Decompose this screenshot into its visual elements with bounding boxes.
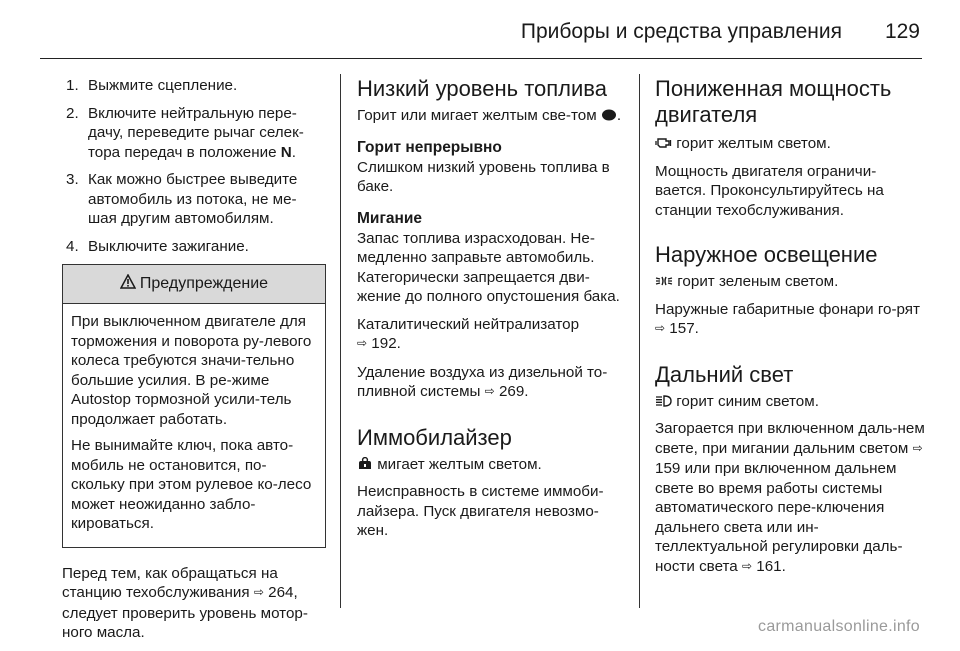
reduced-power-lamp-icon <box>655 135 672 152</box>
bleeding-ref <box>357 363 625 403</box>
page-ref-link[interactable]: 159 <box>655 460 681 477</box>
warning-paragraph: При выключенном двигателе для торможения и поворота ру-левого колеса требуются значи-тельно большие усилия. В ре-жиме Autostop тормозной усили-тель продолжает работать. <box>71 313 312 428</box>
page-ref-link[interactable]: 192 <box>371 335 397 352</box>
section-title-low-fuel: Низкий уровень топлива <box>357 76 607 101</box>
column-3 <box>655 76 925 585</box>
warning-box <box>62 264 326 548</box>
column-divider-left <box>340 74 341 608</box>
steady-text: Слишком низкий уровень топлива в баке. <box>357 158 610 195</box>
warning-triangle-icon <box>120 274 136 295</box>
exterior-lamp-line <box>655 272 925 292</box>
header-title: Приборы и средства управления <box>520 20 842 43</box>
step-number: 3. <box>66 171 79 188</box>
page-number: 129 <box>884 20 920 43</box>
step-text-tail: . <box>291 143 296 161</box>
immobilizer-lamp-icon <box>357 456 373 473</box>
exterior-body-text: Наружные габаритные фонари го-рят <box>655 300 920 318</box>
high-beam-lamp-icon <box>655 393 672 410</box>
service-note <box>62 564 324 643</box>
step-3 <box>62 170 324 229</box>
flashing-text: Запас топлива израсходован. Не-медленно заправьте автомобиль. Категорически запрещается дви-жение до полного опустошения бака. <box>357 229 620 305</box>
page-ref-icon: ⇨ <box>357 336 368 350</box>
step-2 <box>62 104 324 163</box>
step-number: 4. <box>66 237 79 255</box>
high-beam-lamp-text: горит синим светом. <box>672 392 819 410</box>
low-fuel-intro <box>357 106 625 126</box>
page-ref-icon: ⇨ <box>912 440 923 455</box>
step-text: Включите нейтральную пере-дачу, переведите рычаг селек-тора передач в положение <box>88 104 304 161</box>
step-text: Выключите зажигание. <box>88 237 249 255</box>
column-1 <box>62 76 324 651</box>
high-beam-body-text: Загорается при включенном даль-нем свете, при мигании дальним светом <box>655 420 925 457</box>
page-header <box>0 0 960 56</box>
warning-header <box>63 265 325 304</box>
step-1 <box>62 76 324 96</box>
exterior-body-tail: . <box>694 320 699 337</box>
step-number: 2. <box>66 104 79 122</box>
header-rule <box>40 58 922 59</box>
warning-body <box>63 304 325 547</box>
high-beam-body-mid: или при включенном дальнем свете во время работы системы автоматического пере-ключения дальнего света или ин-теллектуальной регулировки даль-ности света <box>655 460 903 575</box>
page-ref-link[interactable]: 157 <box>669 320 695 337</box>
section-title-exterior-lights: Наружное освещение <box>655 242 878 267</box>
service-note-text: Перед тем, как обращаться на станцию техобслуживания <box>62 564 278 601</box>
fuel-lamp-icon <box>601 107 617 124</box>
page-ref-link[interactable]: 269 <box>498 383 525 400</box>
low-fuel-intro-text: Горит или мигает желтым све-том <box>357 107 601 124</box>
reduced-power-lamp-line <box>655 134 925 154</box>
high-beam-body <box>655 419 925 577</box>
section-title-reduced-power: Пониженная мощность двигателя <box>655 76 892 127</box>
exterior-body <box>655 300 925 340</box>
low-fuel-intro-tail: . <box>616 107 622 124</box>
step-4 <box>62 237 324 257</box>
page-ref-icon: ⇨ <box>655 321 666 335</box>
column-2 <box>357 76 625 549</box>
immobilizer-body: Неисправность в системе иммоби-лайзера. Пуск двигателя невозмо-жен. <box>357 483 604 539</box>
reduced-power-body: Мощность двигателя ограничи-вается. Проконсультируйтесь на станции техобслуживания. <box>655 162 884 219</box>
gear-position-n: N <box>280 143 292 161</box>
reduced-power-lamp-text: горит желтым светом. <box>672 135 831 152</box>
step-text: Выжмите сцепление. <box>88 77 238 94</box>
high-beam-body-tail: . <box>781 557 786 575</box>
section-title-high-beam: Дальний свет <box>655 361 794 387</box>
section-title-immobilizer: Иммобилайзер <box>357 424 512 450</box>
exterior-lamp-text: горит зеленым светом. <box>673 273 839 290</box>
page-ref-link[interactable]: 161 <box>756 557 782 575</box>
watermark: carmanualsonline.info <box>758 618 920 635</box>
procedure-steps <box>62 76 324 256</box>
page-ref-icon: ⇨ <box>484 384 495 398</box>
high-beam-lamp-line <box>655 392 925 412</box>
immobilizer-lamp-line <box>357 455 625 475</box>
catalytic-tail: . <box>396 335 401 352</box>
bleeding-text: Удаление воздуха из дизельной то-пливной системы <box>357 363 608 400</box>
page-ref-icon: ⇨ <box>253 585 264 599</box>
step-number: 1. <box>66 77 79 94</box>
immobilizer-lamp-text: мигает желтым светом. <box>373 455 542 473</box>
step-text: Как можно быстрее выведите автомобиль из потока, не ме-шая другим автомобилям. <box>88 171 298 227</box>
subhead-flashing: Мигание <box>357 209 423 227</box>
bleeding-tail: . <box>524 383 529 400</box>
catalytic-text: Каталитический нейтрализатор <box>357 315 580 333</box>
page-ref-icon: ⇨ <box>741 558 753 573</box>
warning-title: Предупреждение <box>139 275 269 293</box>
catalytic-ref <box>357 315 625 355</box>
column-divider-right <box>639 74 640 608</box>
service-note-tail: , следует проверить уровень мотор-ного масла. <box>62 584 308 641</box>
subhead-steady: Горит непрерывно <box>357 138 502 156</box>
page-ref-link[interactable]: 264 <box>268 584 294 601</box>
warning-paragraph: Не вынимайте ключ, пока авто-мобиль не остановится, по-скольку при этом рулевое ко-лесо может неожиданно забло-кироваться. <box>71 437 312 532</box>
exterior-lights-lamp-icon <box>655 273 673 290</box>
